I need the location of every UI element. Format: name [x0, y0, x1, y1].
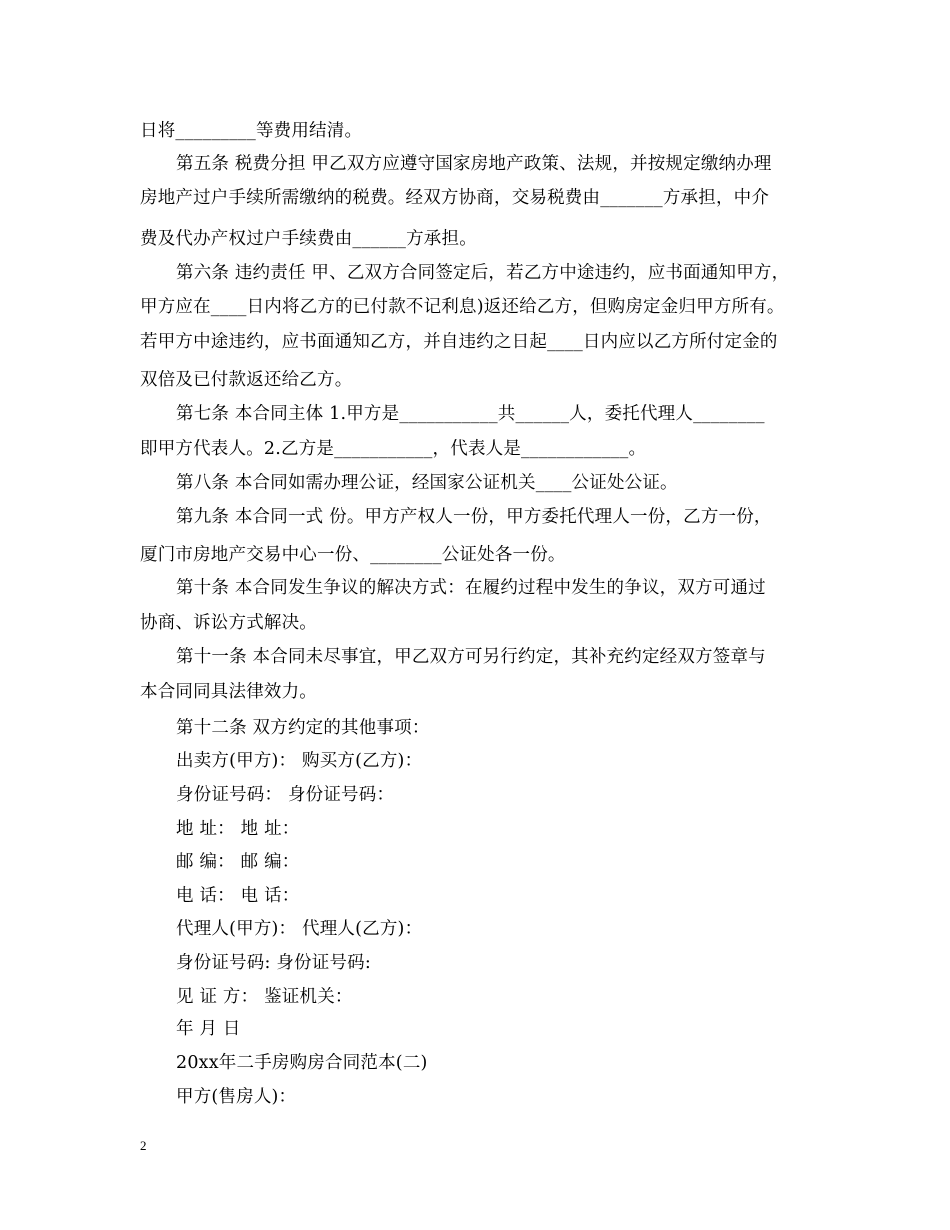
article-5-heading: 第五条 税费分担 甲乙双方应遵守国家房地产政策、法规，并按规定缴纳办理: [176, 154, 772, 174]
article-12-heading: 第十二条 双方约定的其他事项：: [176, 718, 430, 738]
article-10-heading: 第十条 本合同发生争议的解决方式：在履约过程中发生的争议，双方可通过: [176, 578, 766, 598]
text-line: 双倍及已付款返还给乙方。: [140, 370, 353, 390]
article-7-heading: 第七条 本合同主体 1.甲方是___________共______人，委托代理人________: [176, 404, 765, 424]
text-line: 本合同同具法律效力。: [140, 682, 317, 702]
text-line: 甲方(售房人)：: [176, 1087, 297, 1107]
section-title: 20xx年二手房购房合同范本(二): [176, 1053, 428, 1073]
text-line: 即甲方代表人。2.乙方是___________，代表人是____________。: [140, 439, 647, 459]
signature-postcode: 邮 编： 邮 编：: [176, 852, 300, 872]
article-6-heading: 第六条 违约责任 甲、乙双方合同签定后，若乙方中途违约，应书面通知甲方，: [176, 263, 790, 283]
text-line: 若甲方中途违约，应书面通知乙方，并自违约之日起____日内应以乙方所付定金的: [140, 332, 778, 352]
signature-date: 年 月 日: [176, 1019, 241, 1039]
signature-agents: 代理人(甲方)： 代理人(乙方)：: [176, 919, 423, 939]
text-line: 费及代办产权过户手续费由______方承担。: [140, 229, 477, 249]
text-line: 日将_________等费用结清。: [140, 121, 363, 141]
article-9-heading: 第九条 本合同一式 份。甲方产权人一份，甲方委托代理人一份，乙方一份，: [176, 507, 772, 527]
text-line: 房地产过户手续所需缴纳的税费。经双方协商，交易税费由_______方承担，中介: [140, 188, 770, 208]
signature-id-number: 身份证号码： 身份证号码：: [176, 785, 395, 805]
signature-parties: 出卖方(甲方)： 购买方(乙方)：: [176, 751, 423, 771]
signature-phone: 电 话： 电 话：: [176, 886, 300, 906]
signature-address: 地 址： 地 址：: [176, 819, 300, 839]
text-line: 协商、诉讼方式解决。: [140, 613, 317, 633]
article-11-heading: 第十一条 本合同未尽事宜，甲乙双方可另行约定，其补充约定经双方签章与: [176, 647, 766, 667]
text-line: 甲方应在____日内将乙方的已付款不记利息)返还给乙方，但购房定金归甲方所有。: [140, 297, 785, 317]
text-line: 厦门市房地产交易中心一份、________公证处各一份。: [140, 545, 566, 565]
page-number: 2: [140, 1138, 147, 1153]
article-8-heading: 第八条 本合同如需办理公证，经国家公证机关____公证处公证。: [176, 473, 678, 493]
signature-witness: 见 证 方： 鉴证机关：: [176, 987, 353, 1007]
signature-agent-id: 身份证号码: 身份证号码:: [176, 953, 371, 973]
